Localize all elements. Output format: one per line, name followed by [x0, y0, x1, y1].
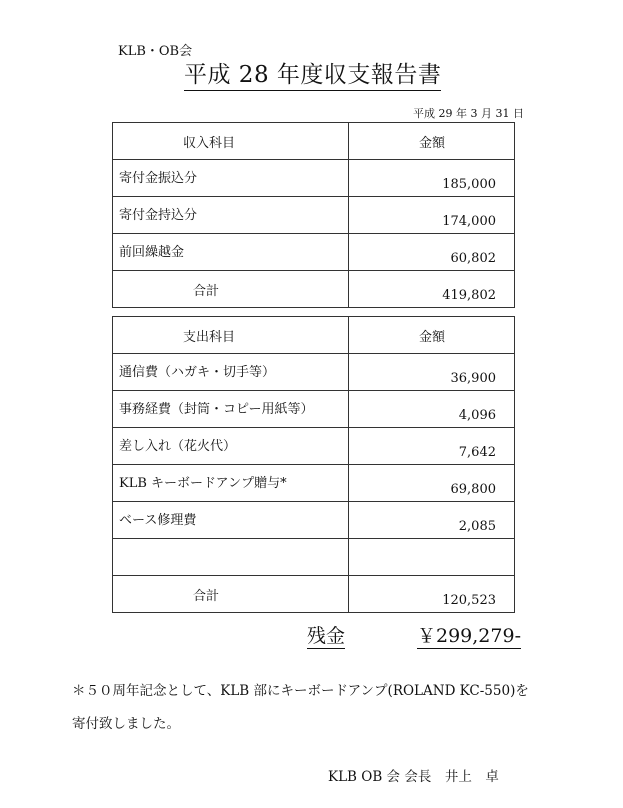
expense-amount-header: 金額: [349, 317, 515, 354]
income-header-row: [113, 123, 515, 160]
expense-amount: 7,642: [349, 428, 515, 465]
table-row: [113, 354, 515, 391]
balance-label: 残金: [307, 621, 345, 649]
expense-amount: 69,800: [349, 465, 515, 502]
expense-item: KLB キーボードアンプ贈与*: [113, 465, 349, 502]
expense-item: 事務経費（封筒・コピー用紙等）: [113, 391, 349, 428]
income-amount-header: 金額: [349, 123, 515, 160]
income-table: [112, 122, 515, 308]
expense-item: 通信費（ハガキ・切手等）: [113, 354, 349, 391]
income-item: 寄付金持込分: [113, 197, 349, 234]
footnote-line-1: ＊５０周年記念として、KLB 部にキーボードアンプ(ROLAND KC-550)を: [72, 683, 529, 699]
table-row: [113, 391, 515, 428]
expense-item: [113, 539, 349, 576]
expense-item: 差し入れ（花火代）: [113, 428, 349, 465]
expense-amount: 36,900: [349, 354, 515, 391]
expense-total-label: 合計: [113, 576, 349, 613]
table-row: [113, 428, 515, 465]
table-row: [113, 160, 515, 197]
income-item-header: 収入科目: [113, 123, 349, 160]
table-row: [113, 234, 515, 271]
expense-item: ベース修理費: [113, 502, 349, 539]
expense-total-amount: 120,523: [349, 576, 515, 613]
balance-amount: ￥299,279-: [417, 621, 521, 649]
income-amount: 185,000: [349, 160, 515, 197]
income-amount: 174,000: [349, 197, 515, 234]
expense-header-row: [113, 317, 515, 354]
expense-amount: [349, 539, 515, 576]
income-item: 寄付金振込分: [113, 160, 349, 197]
income-total-row: [113, 271, 515, 308]
expense-item-header: 支出科目: [113, 317, 349, 354]
table-row: [113, 465, 515, 502]
signature: KLB OB 会 会長 井上 卓: [328, 769, 499, 785]
table-row: [113, 539, 515, 576]
organization-name: KLB・OB会: [118, 44, 193, 59]
income-total-label: 合計: [113, 271, 349, 308]
table-row: [113, 197, 515, 234]
income-item: 前回繰越金: [113, 234, 349, 271]
expense-amount: 4,096: [349, 391, 515, 428]
expense-table: [112, 316, 515, 613]
table-row: [113, 502, 515, 539]
report-date: 平成 29 年 3 月 31 日: [413, 107, 524, 120]
expense-amount: 2,085: [349, 502, 515, 539]
footnote-line-2: 寄付致しました。: [72, 716, 180, 732]
expense-total-row: [113, 576, 515, 613]
income-total-amount: 419,802: [349, 271, 515, 308]
report-title: 平成 28 年度収支報告書: [184, 56, 441, 91]
income-amount: 60,802: [349, 234, 515, 271]
